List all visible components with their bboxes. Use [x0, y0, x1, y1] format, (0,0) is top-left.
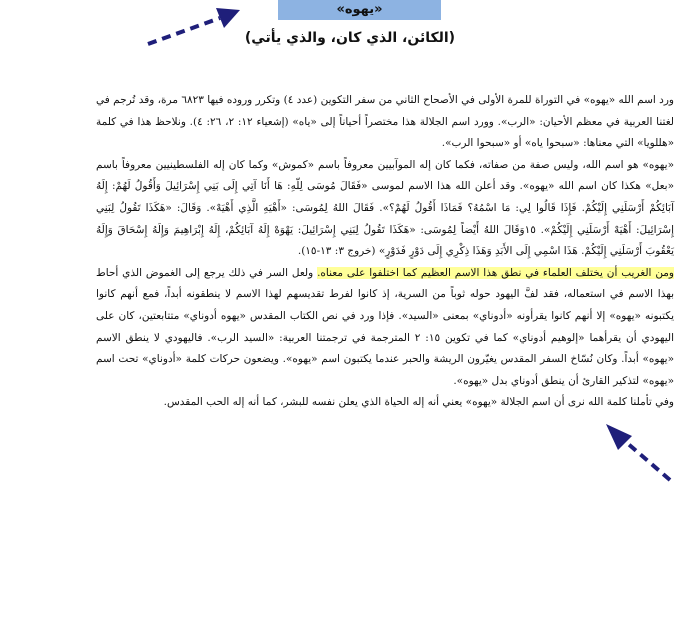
highlighted-sentence: ومن الغريب أن يختلف العلماء في نطق هذا الاسم العظيم كما اختلفوا على معناه. — [317, 266, 675, 279]
page-title: «يهوه» — [278, 0, 441, 20]
paragraph-text: ولعل السر في ذلك يرجع إلى الغموض الذي أحاط بهذا الاسم في استعماله، فقد لفَّ اليهود حوله ثوباً من السرية، إذ كانوا لفرط تقديسهم لهذا الاسم لا ينطقونه أبداً، فمع أنهم كانوا يكتبونه «يهوه» إلا أنهم كانوا يقرأونه «أدوناي» بمعنى «السيد». فإذا ورد في نص الكتاب المقدس «يهوه أدوناي» متتابعتين، كان على اليهودي أن يقرأهما «إلوهيم أدوناي» كما في تكوين ١٥: ٢ المترجمة في ترجمتنا العربية: «السيد الرب». فاليهودي لا ينطق الاسم «يهوه» أبداً. وكان نُسّاخ السفر المقدس يغيّرون الريشة والحبر عندما يكتبون اسم «يهوه». ويضعون حركات كلمة «أدوناي» تحت اسم «يهوه» لتذكير القارئ أن ينطق أدوناي بدل «يهوه». — [96, 266, 674, 387]
page-subtitle: (الكائن، الذي كان، والذي يأتي) — [244, 30, 456, 46]
dashed-arrow-icon — [600, 420, 680, 490]
dashed-arrow-icon — [140, 0, 250, 50]
paragraph: ورد اسم الله «يهوه» في التوراة للمرة الأولى في الأصحاح الثاني من سفر التكوين (عدد ٤) وتكرر وروده فيها ٦٨٢٣ مرة، وقد تُرجم في لغتنا العربية في معظم الأحيان: «الرب». وورد اسم الجلالة هذا مختصراً أحياناً إلى «ياه» (إشعياء ١٢: ٢، ٢٦: ٤). ونلاحظ هذا في كلمة «هللويا» التي معناها: «سبحوا ياه» أو «سبحوا الرب». — [96, 94, 675, 150]
paragraph — [96, 263, 674, 393]
article-body — [96, 90, 674, 414]
paragraph: وفي تأملنا كلمة الله نرى أن اسم الجلالة «يهوه» يعني أنه إله الحياة الذي يعلن نفسه للبشر، كما أنه إله الحب المقدس. — [163, 396, 674, 409]
paragraph: «يهوه» هو اسم الله، وليس صفة من صفاته، فكما كان إله الموآبيين معروفاً باسم «كموش» وكما كان إله الفلسطينيين معروفاً باسم «بعل» هكذا كان اسم الله «يهوه». وقد أعلن الله هذا الاسم لموسى «فَقَالَ مُوسَى لِلّهِ: هَا أَنَا آتِي إِلَى بَنِي إِسْرَائِيلَ وَأَقُولُ لَهُمْ: إِلَهُ آبَائِكُمْ أَرْسَلَنِي إِلَيْكُمْ. فَإِذَا قَالُوا لِي: مَا اسْمُهُ؟ فَمَاذَا أَقُولُ لَهُمْ؟». فَقَالَ اللهُ لِمُوسَى: «أَهْيَهِ الَّذِي أَهْيَهْ». وَقَالَ: «هَكَذَا تَقُولُ لِبَنِي إِسْرَائِيلَ: أَهْيَهْ أَرْسَلَنِي إِلَيْكُمْ». ١٥وَقَالَ اللهُ أَيْضاً لِمُوسَى: «هَكَذَا تَقُولُ لِبَنِي إِسْرَائِيلَ: يَهْوَهْ إِلَهُ آبَائِكُمْ، إِلَهُ إِبْرَاهِيمَ وَإِلَهُ إِسْحَاقَ وَإِلَهُ يَعْقُوبَ أَرْسَلَنِي إِلَيْكُمْ. هَذَا اسْمِي إِلَى الأَبَدِ وَهَذَا ذِكْرِي إِلَى دَوْرٍ فَدَوْرٍ» (خروج ٣: ١٣-١٥). — [96, 158, 675, 258]
